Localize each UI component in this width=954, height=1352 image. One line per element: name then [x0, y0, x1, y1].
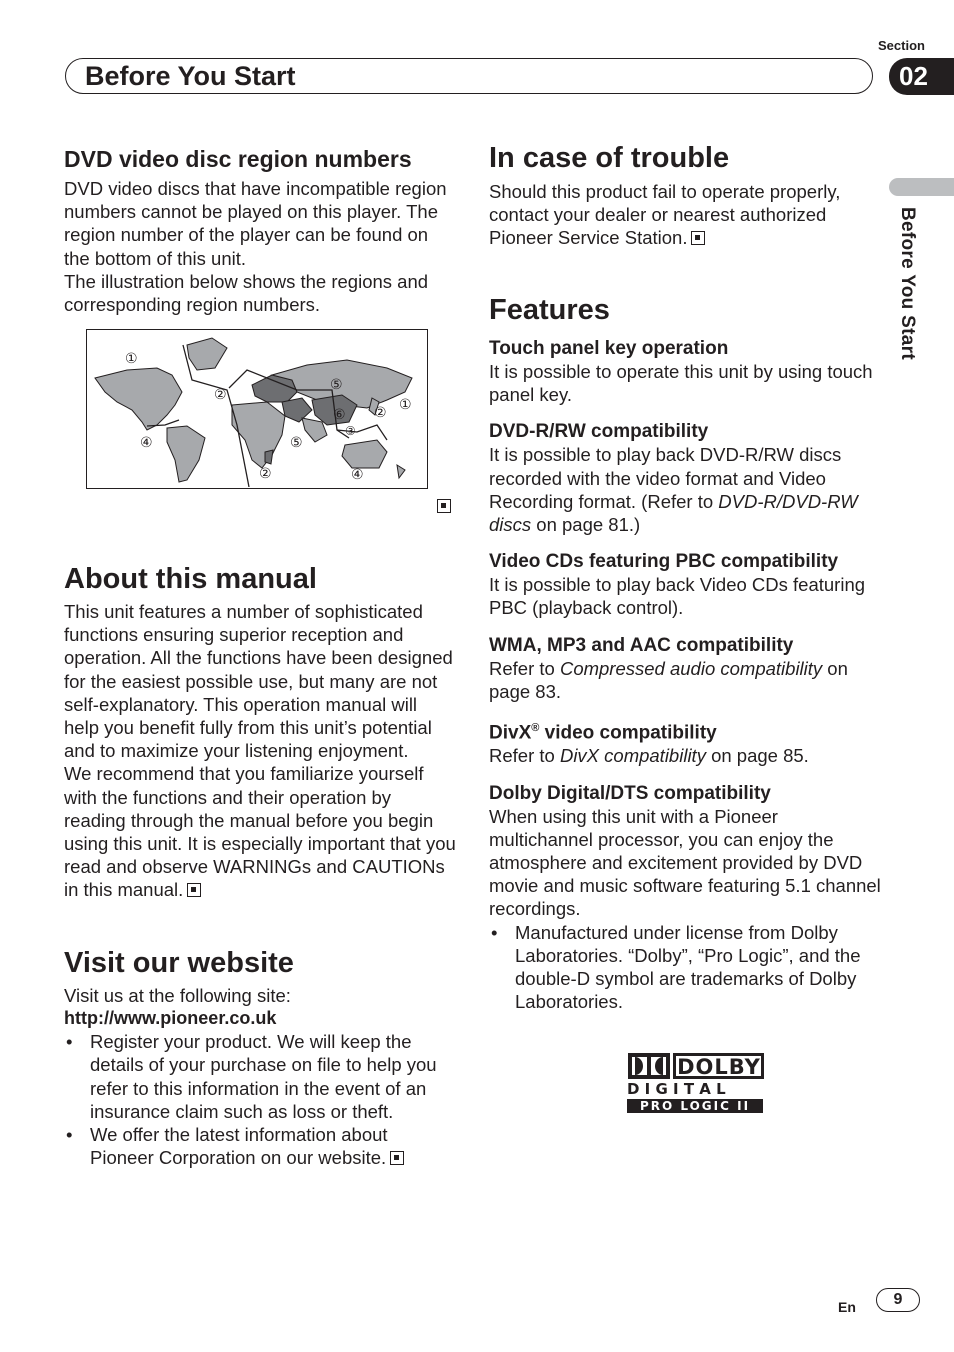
- caution-term: CAUTION: [352, 856, 436, 878]
- region-label: ③: [345, 424, 356, 438]
- bullet-icon: •: [491, 921, 498, 943]
- region-label: ⑤: [290, 434, 303, 450]
- wma-text-part: Refer to: [489, 657, 560, 679]
- region-label: ⑤: [330, 376, 343, 392]
- dvdr-text-part: on page 81.): [531, 514, 641, 536]
- bullet-icon: •: [66, 1031, 73, 1053]
- end-mark-icon: [390, 1151, 404, 1165]
- region-section: [64, 145, 456, 316]
- registered-mark: ®: [531, 722, 540, 735]
- website-url-link[interactable]: http://www.pioneer.co.uk: [64, 1008, 277, 1029]
- about-para2: [64, 762, 456, 901]
- list-item: [489, 921, 881, 1014]
- side-tab-text: Before You Start: [897, 207, 918, 360]
- trouble-text: Should this product fail to operate properly, contact your dealer or nearest authorized Pioneer Service Station.: [489, 181, 841, 249]
- digital-wordmark: D I G I T A L: [627, 1080, 726, 1098]
- website-section: [64, 946, 456, 1169]
- side-tab-marker: [889, 178, 954, 196]
- section-number-badge: 02: [889, 58, 954, 95]
- language-label: En: [838, 1299, 856, 1315]
- bullet-text: We offer the latest information about Pioneer Corporation on our website.: [90, 1124, 388, 1169]
- region-label: ①: [399, 396, 412, 412]
- end-mark-icon: [691, 231, 705, 245]
- region-heading: DVD video disc region numbers: [64, 146, 412, 172]
- region-label: ②: [214, 386, 227, 402]
- website-bullets: [64, 1030, 456, 1169]
- end-mark-icon: [437, 499, 451, 513]
- touch-heading: Touch panel key operation: [489, 338, 729, 359]
- bullet-icon: •: [66, 1124, 73, 1146]
- end-mark-icon: [187, 883, 201, 897]
- trouble-section: [489, 141, 881, 250]
- wma-heading: WMA, MP3 and AAC compatibility: [489, 634, 794, 656]
- dvdr-heading: DVD-R/RW compatibility: [489, 421, 709, 443]
- region-label: ②: [259, 465, 272, 481]
- region-label: ②: [374, 404, 387, 420]
- region-label: ①: [125, 350, 138, 366]
- about-para1: This unit features a number of sophisticated functions ensuring superior reception and operation. All the functions have been designed for the easiest possible use, but many are not self-explanatory. This operation manual will help you benefit fully from this unit’s potential and to maximize your listening enjoyment.: [64, 601, 453, 762]
- dolby-digital-pro-logic-logo: [627, 1052, 765, 1119]
- dolby-heading: Dolby Digital/DTS compatibility: [489, 782, 771, 804]
- page-title: Before You Start: [85, 61, 296, 91]
- dolby-text: When using this unit with a Pioneer multichannel processor, you can enjoy the atmosphere and excitement provided by DVD movie and music software featuring 5.1 channel recordings.: [489, 805, 881, 920]
- region-label: ⑥: [333, 406, 346, 422]
- region-label: ④: [351, 466, 364, 482]
- dolby-bullets: [489, 921, 881, 1014]
- divx-heading: [489, 717, 881, 744]
- website-heading: Visit our website: [64, 947, 294, 979]
- divx-text-part: on page 85.: [705, 745, 809, 767]
- list-item: [64, 1030, 456, 1123]
- bullet-text: Manufactured under license from Dolby Laboratories. “Dolby”, “Pro Logic”, and the double-D symbol are trademarks of Dolby Laboratories.: [515, 921, 861, 1013]
- region-label: ④: [140, 434, 153, 450]
- divx-heading-part: DivX: [489, 722, 532, 744]
- dvdr-text-part: It is possible to play back DVD-R/RW discs recorded with the video format and Video Recording format. (Refer to: [489, 444, 842, 512]
- about-para2-text: s in this manual.: [64, 856, 445, 901]
- wma-text-part: on page 83.: [489, 657, 848, 702]
- page-number: 9: [876, 1288, 920, 1312]
- dvdr-reference: DVD-R/DVD-RW discs: [489, 490, 858, 536]
- about-para2-text: We recommend that you familiarize yourself with the functions and their operation by reading through the manual before you begin using this unit. It is especially important that you read and observe: [64, 763, 456, 878]
- vcd-heading: Video CDs featuring PBC compatibility: [489, 551, 839, 573]
- features-section: [489, 293, 881, 1013]
- region-map: [86, 329, 428, 489]
- features-heading: Features: [489, 294, 610, 326]
- vcd-text: It is possible to play back Video CDs featuring PBC (playback control).: [489, 574, 866, 619]
- pro-logic-wordmark: PRO LOGIC II: [627, 1099, 763, 1113]
- about-para2-text: s and: [301, 856, 353, 878]
- touch-text: It is possible to operate this unit by using touch panel key.: [489, 361, 873, 406]
- dolby-wordmark: DOLBY: [677, 1055, 761, 1079]
- divx-reference: DivX compatibility: [559, 745, 706, 767]
- wma-text: [489, 657, 881, 703]
- about-section: [64, 562, 456, 902]
- website-intro: Visit us at the following site:: [64, 985, 291, 1006]
- region-para2: The illustration below shows the regions and corresponding region numbers.: [64, 270, 429, 316]
- region-para1: DVD video discs that have incompatible region numbers cannot be played on this player. The region number of the player can be found on the bottom of this unit.: [64, 178, 447, 269]
- warning-term: WARNING: [213, 856, 302, 878]
- section-label: Section: [878, 38, 925, 53]
- about-heading: About this manual: [64, 563, 317, 595]
- list-item: [64, 1123, 456, 1169]
- dvdr-text: [489, 443, 881, 536]
- trouble-heading: In case of trouble: [489, 142, 730, 174]
- divx-text: [489, 744, 881, 767]
- wma-reference: Compressed audio compatibility: [559, 657, 823, 679]
- divx-text-part: Refer to: [489, 745, 560, 767]
- trouble-para: [489, 180, 881, 250]
- bullet-text: Register your product. We will keep the details of your purchase on file to help you refer to this information in the event of an insurance claim such as loss or theft.: [90, 1031, 437, 1122]
- divx-heading-part: video compatibility: [539, 722, 717, 744]
